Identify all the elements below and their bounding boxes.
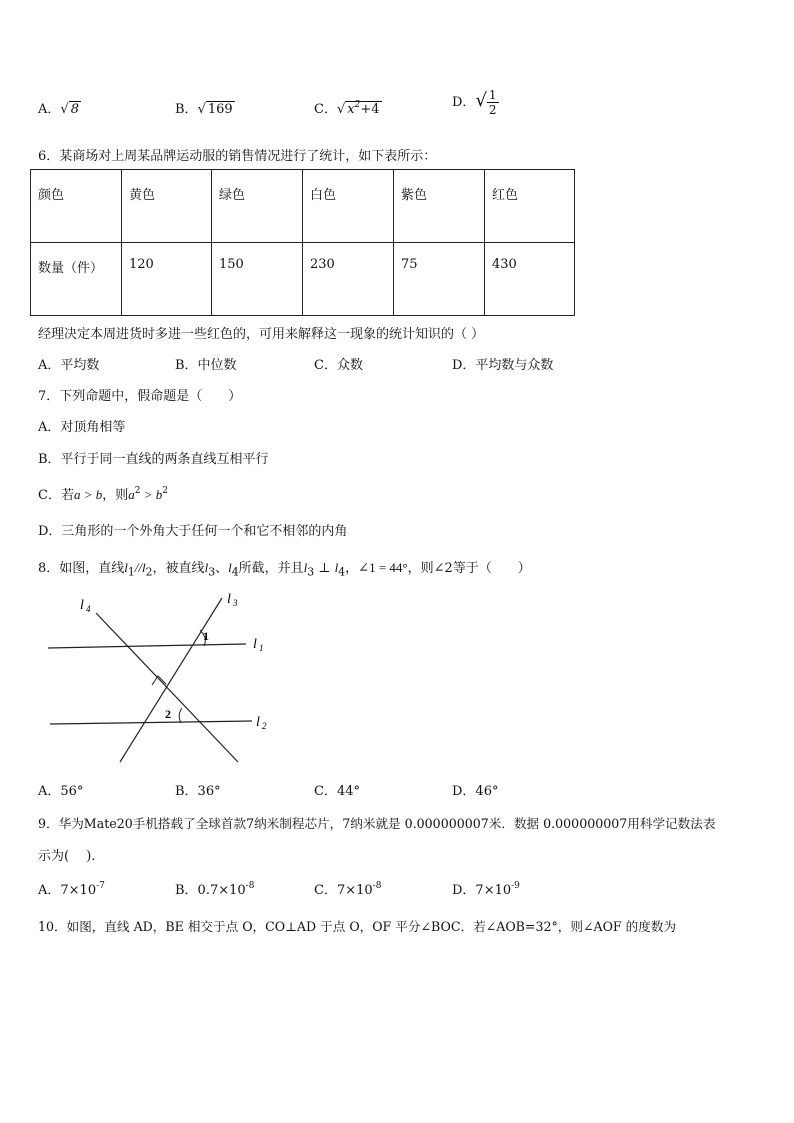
svg-text:4: 4	[86, 604, 91, 614]
q9-options	[0, 879, 794, 899]
q5-option-d: D．√ $\frac{1}{2}$	[452, 88, 497, 117]
table-cell: 白色	[303, 170, 394, 243]
svg-text:2: 2	[165, 707, 171, 721]
q10-stem: 10．如图，直线 AD，BE 相交于点 O，CO⊥AD 于点 O，OF 平分∠BOC．若∠AOB=32°，则∠AOF 的度数为	[38, 919, 677, 934]
q6-option-b: B．中位数	[175, 358, 237, 373]
q6-followup: 经理决定本周进货时多进一些红色的，可用来解释这一现象的统计知识的（ ）	[38, 327, 485, 342]
q5-option-a: A．√ 8	[38, 102, 79, 117]
svg-text:3: 3	[233, 598, 238, 608]
q8-option-b: B．36°	[175, 784, 221, 799]
line-l2	[50, 721, 252, 724]
table-cell: 120	[122, 243, 212, 316]
q8-option-c: C．44°	[314, 784, 360, 799]
table-cell: 颜色	[31, 170, 122, 243]
table-cell: 紫色	[394, 170, 485, 243]
table-cell: 430	[485, 243, 575, 316]
q8-stem: 8．如图，直线$l_1//l_2$，被直线$l_3$、$l_4$所截，并且$l_3$ ⊥ $l_4$，∠1 = 44°，则∠2等于（ ）	[38, 560, 531, 579]
q5-option-c: C．√ $x^2+4$	[314, 100, 380, 117]
q7-option-b: B．平行于同一直线的两条直线互相平行	[38, 452, 269, 467]
table-cell: 150	[212, 243, 303, 316]
svg-text:l: l	[80, 598, 84, 613]
q9-stem-line1: 9．华为Mate20手机搭载了全球首款7纳米制程芯片，7纳米就是 0.000000007米．数据 0.000000007用科学记数法表	[38, 816, 716, 831]
table-cell: 红色	[485, 170, 575, 243]
svg-text:l: l	[253, 637, 257, 652]
svg-text:l: l	[256, 715, 260, 730]
q7-option-a: A．对顶角相等	[38, 420, 126, 435]
table-cell: 数量（件）	[31, 243, 122, 316]
q6-option-c: C．众数	[314, 358, 363, 373]
table-cell: 75	[394, 243, 485, 316]
q7-option-c: C．若a > b，则$a^2 > b^2$	[38, 486, 168, 503]
table-cell: 230	[303, 243, 394, 316]
table-cell: 黄色	[122, 170, 212, 243]
q9-option-c: C．$7\times 10^{-8}$	[314, 881, 382, 898]
q8-option-a: A．56°	[38, 784, 84, 799]
svg-text:1: 1	[259, 643, 264, 653]
line-l3	[120, 598, 222, 762]
angle-2-arc	[179, 708, 182, 723]
fraction: $\frac{1}{2}$	[488, 88, 497, 117]
svg-text:1: 1	[203, 629, 209, 643]
q9-option-d: D．$7\times 10^{-9}$	[452, 881, 520, 898]
line-l4	[96, 613, 238, 762]
svg-text:2: 2	[262, 721, 267, 731]
q6-option-d: D．平均数与众数	[452, 358, 554, 373]
line-l1	[48, 644, 246, 648]
svg-text:l: l	[227, 592, 231, 607]
table-cell: 绿色	[212, 170, 303, 243]
q9-option-a: A．$7\times 10^{-7}$	[38, 881, 105, 898]
q6-stem: 6．某商场对上周某品牌运动服的销售情况进行了统计，如下表所示：	[38, 149, 437, 164]
q6-option-a: A．平均数	[38, 358, 100, 373]
q5-option-b: B．√ 169	[175, 102, 233, 117]
q7-stem: 7．下列命题中，假命题是（ ）	[38, 389, 242, 404]
q8-options	[0, 780, 794, 800]
q7-option-d: D．三角形的一个外角大于任何一个和它不相邻的内角	[38, 524, 348, 539]
q9-option-b: B．$0.7\times 10^{-8}$	[175, 881, 255, 898]
q8-option-d: D．46°	[452, 784, 499, 799]
q9-stem-line2: 示为( ).	[38, 849, 96, 864]
